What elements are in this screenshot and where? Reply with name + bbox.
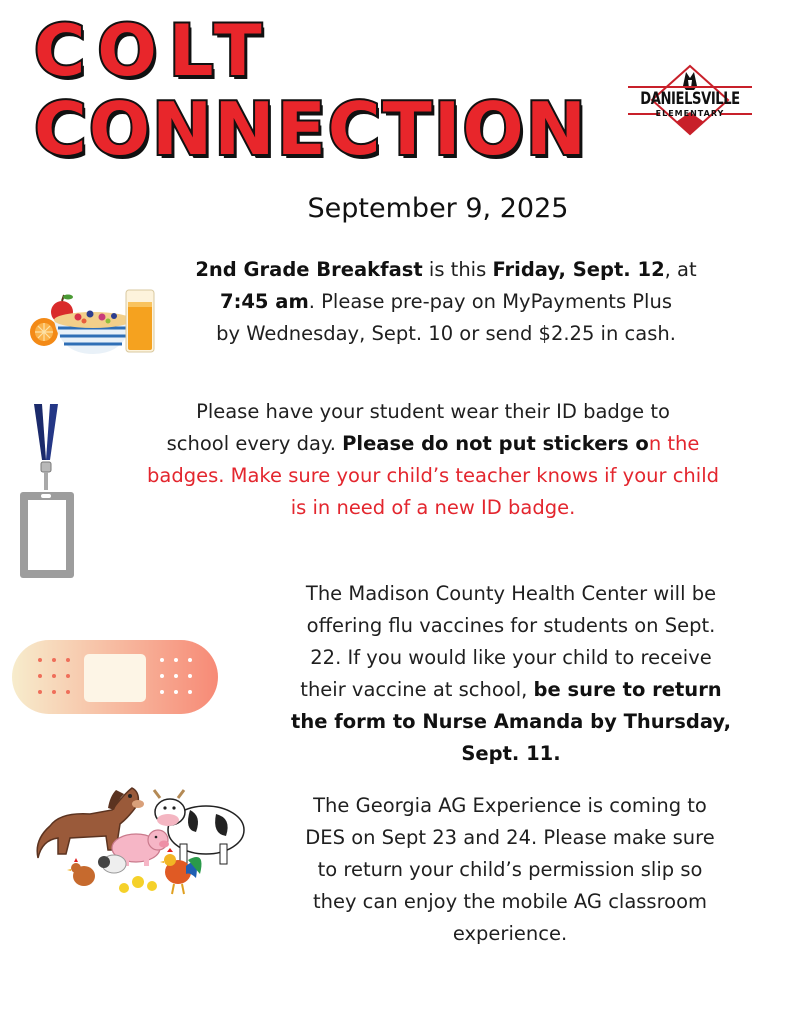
id-badge-warning: badges. Make sure your child’s teacher knows if your child [147, 464, 719, 487]
farm-animals-icon [20, 774, 248, 900]
breakfast-event: 2nd Grade Breakfast [195, 258, 423, 281]
ag-experience-text: experience. [452, 922, 568, 945]
ag-experience-text: they can enjoy the mobile AG classroom [312, 890, 708, 913]
breakfast-notice [168, 254, 724, 350]
flu-vaccine-deadline: be sure to return [533, 678, 722, 701]
newsletter-title-line1: COLT [34, 10, 274, 92]
school-logo [628, 64, 752, 136]
flu-vaccine-text: offering flu vaccines for students on Sept. [306, 614, 716, 637]
flu-vaccine-text: 22. If you would like your child to receive [310, 646, 712, 669]
breakfast-text: is this [422, 258, 493, 281]
breakfast-payment-text: by Wednesday, Sept. 10 or send $2.25 in cash. [216, 322, 676, 345]
breakfast-text: . Please pre-pay on MyPayments Plus [308, 290, 672, 313]
id-badge-icon [18, 402, 76, 582]
ag-experience-text: The Georgia AG Experience is coming to [313, 794, 707, 817]
id-badge-text: school every day. [166, 432, 343, 455]
flu-vaccine-text: their vaccine at school, [300, 678, 534, 701]
breakfast-text: , at [664, 258, 697, 281]
id-badge-warning: is in need of a new ID badge. [290, 496, 576, 519]
bandage-icon [10, 638, 220, 716]
breakfast-time: 7:45 am [220, 290, 309, 313]
id-badge-notice [88, 396, 778, 524]
breakfast-day: Friday, Sept. 12 [492, 258, 665, 281]
id-badge-warning-bold: Please do not put stickers o [342, 432, 649, 455]
newsletter-title-line2: CONNECTION [34, 87, 588, 171]
logo-school-type: ELEMENTARY [655, 109, 725, 118]
ag-experience-notice [262, 790, 758, 950]
logo-school-name: DANIELSVILLE [640, 89, 740, 109]
id-badge-text: Please have your student wear their ID badge to [196, 400, 670, 423]
flu-vaccine-notice [256, 578, 766, 770]
flu-vaccine-text: The Madison County Health Center will be [305, 582, 717, 605]
flu-vaccine-deadline: the form to Nurse Amanda by Thursday, [291, 710, 731, 733]
breakfast-icon [22, 286, 162, 358]
ag-experience-text: DES on Sept 23 and 24. Please make sure [305, 826, 715, 849]
id-badge-warning: n the [648, 432, 700, 455]
newsletter-date: September 9, 2025 [307, 193, 569, 224]
logo-divider [628, 86, 752, 88]
flu-vaccine-deadline: Sept. 11. [461, 742, 561, 765]
ag-experience-text: to return your child’s permission slip so [317, 858, 703, 881]
